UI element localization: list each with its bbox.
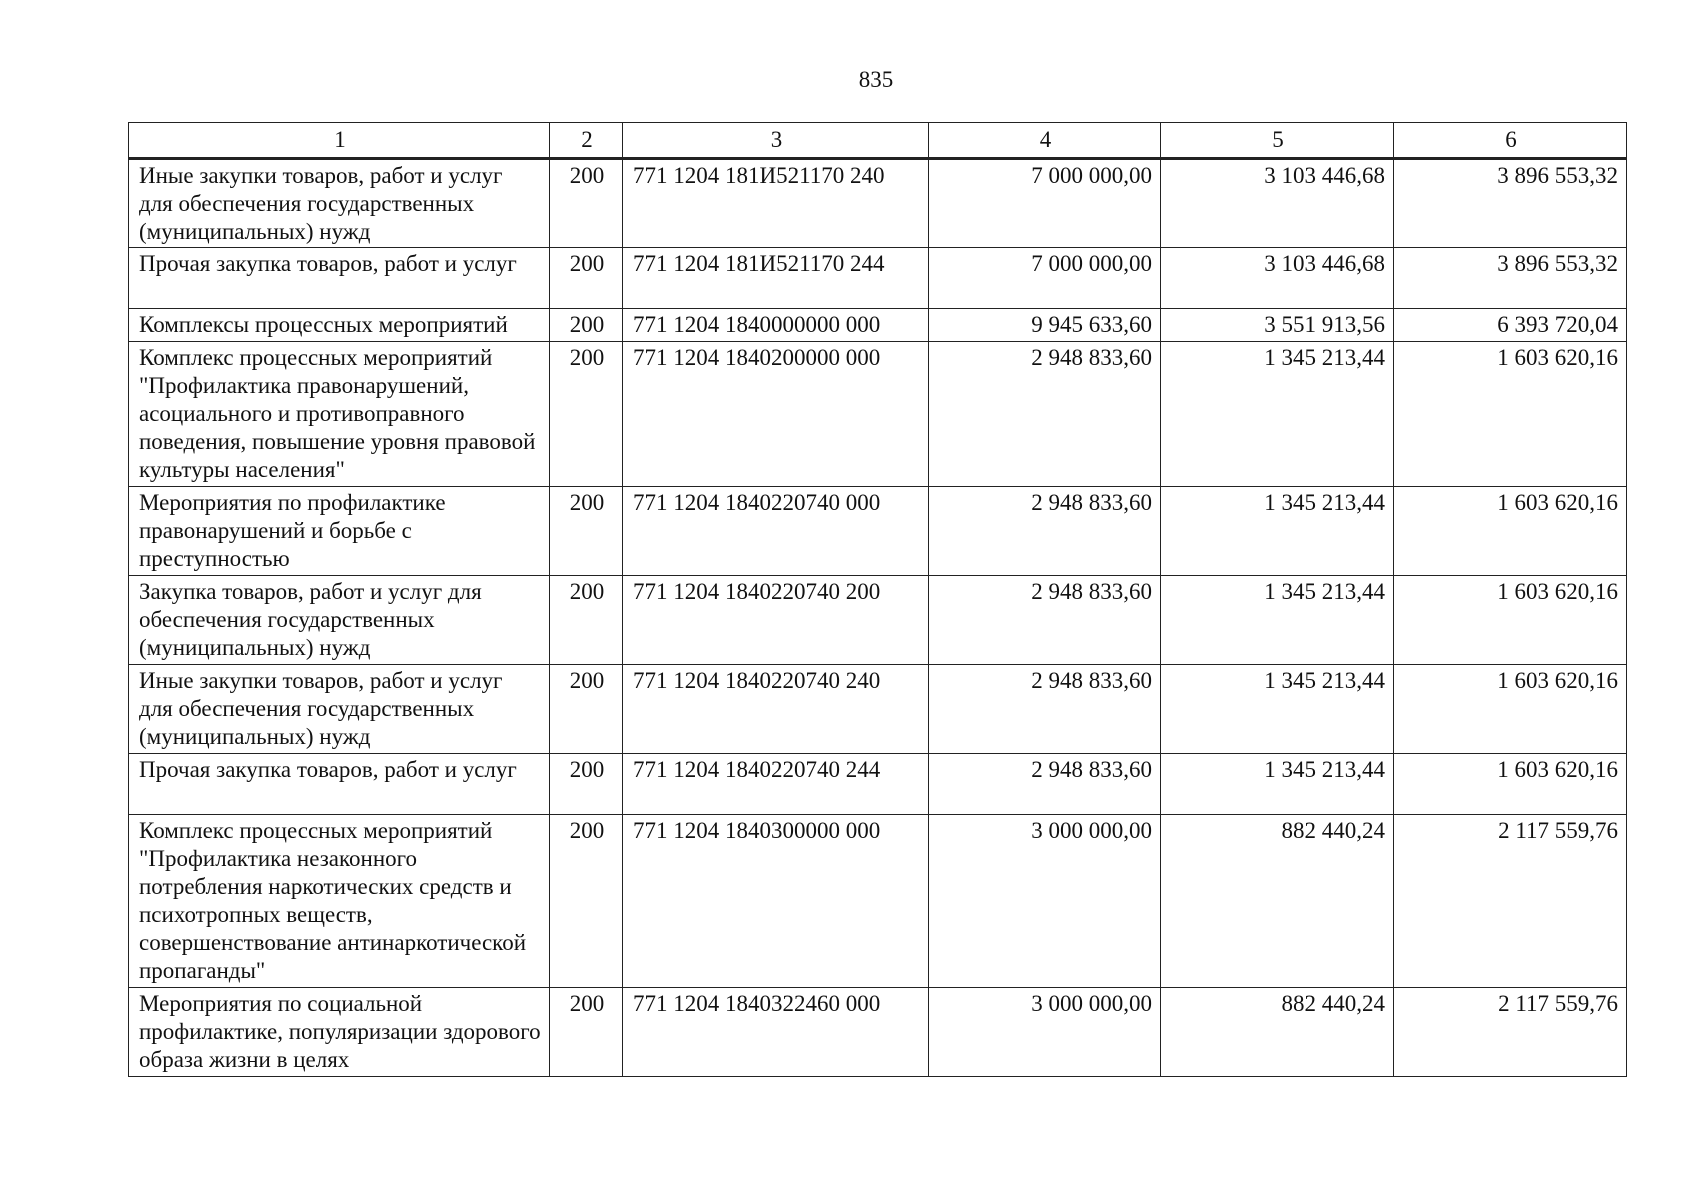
row-group: 200: [550, 487, 623, 576]
row-executed: 1 345 213,44: [1161, 665, 1394, 754]
row-group: 200: [550, 159, 623, 248]
row-remaining: 1 603 620,16: [1394, 665, 1627, 754]
column-header: 1: [129, 123, 550, 159]
row-name: Иные закупки товаров, работ и услуг для обеспечения государственных (муниципальных) нужд: [129, 665, 550, 754]
column-header: 5: [1161, 123, 1394, 159]
row-remaining: 6 393 720,04: [1394, 309, 1627, 342]
table-row: [129, 248, 1627, 309]
row-remaining: 1 603 620,16: [1394, 487, 1627, 576]
row-planned: 7 000 000,00: [929, 159, 1161, 248]
row-name: Комплексы процессных мероприятий: [129, 309, 550, 342]
row-group: 200: [550, 576, 623, 665]
row-executed: 1 345 213,44: [1161, 576, 1394, 665]
row-remaining: 1 603 620,16: [1394, 342, 1627, 487]
row-code: 771 1204 1840220740 000: [623, 487, 929, 576]
row-remaining: 3 896 553,32: [1394, 159, 1627, 248]
table-row: [129, 487, 1627, 576]
row-planned: 3 000 000,00: [929, 815, 1161, 988]
row-name: Комплекс процессных мероприятий "Профилактика правонарушений, асоциального и противоправного поведения, повышение уровня правовой культуры населения": [129, 342, 550, 487]
column-header: 2: [550, 123, 623, 159]
row-remaining: 3 896 553,32: [1394, 248, 1627, 309]
column-header: 4: [929, 123, 1161, 159]
row-planned: 2 948 833,60: [929, 665, 1161, 754]
table-row: [129, 159, 1627, 248]
row-executed: 1 345 213,44: [1161, 342, 1394, 487]
table-row: [129, 342, 1627, 487]
table-row: [129, 309, 1627, 342]
row-group: 200: [550, 342, 623, 487]
row-name: Прочая закупка товаров, работ и услуг: [129, 754, 550, 815]
row-name: Иные закупки товаров, работ и услуг для обеспечения государственных (муниципальных) нужд: [129, 159, 550, 248]
page-number: 835: [858, 67, 894, 92]
row-remaining: 2 117 559,76: [1394, 988, 1627, 1077]
row-executed: 3 103 446,68: [1161, 159, 1394, 248]
row-planned: 2 948 833,60: [929, 487, 1161, 576]
row-name: Мероприятия по профилактике правонарушений и борьбе с преступностью: [129, 487, 550, 576]
table-row: [129, 576, 1627, 665]
table-row: [129, 754, 1627, 815]
row-code: 771 1204 1840322460 000: [623, 988, 929, 1077]
row-name: Комплекс процессных мероприятий "Профилактика незаконного потребления наркотических средств и психотропных веществ, совершенствование антинаркотической пропаганды": [129, 815, 550, 988]
row-code: 771 1204 1840220740 240: [623, 665, 929, 754]
row-planned: 2 948 833,60: [929, 342, 1161, 487]
row-name: Прочая закупка товаров, работ и услуг: [129, 248, 550, 309]
row-group: 200: [550, 248, 623, 309]
column-header: 6: [1394, 123, 1627, 159]
row-code: 771 1204 181И521170 240: [623, 159, 929, 248]
row-code: 771 1204 181И521170 244: [623, 248, 929, 309]
row-code: 771 1204 1840220740 200: [623, 576, 929, 665]
row-group: 200: [550, 988, 623, 1077]
row-remaining: 1 603 620,16: [1394, 754, 1627, 815]
table-row: [129, 815, 1627, 988]
row-planned: 2 948 833,60: [929, 576, 1161, 665]
row-group: 200: [550, 309, 623, 342]
table-row: [129, 665, 1627, 754]
row-code: 771 1204 1840000000 000: [623, 309, 929, 342]
row-code: 771 1204 1840220740 244: [623, 754, 929, 815]
row-executed: 1 345 213,44: [1161, 487, 1394, 576]
row-executed: 3 103 446,68: [1161, 248, 1394, 309]
row-planned: 7 000 000,00: [929, 248, 1161, 309]
budget-table: [128, 122, 1627, 1077]
row-code: 771 1204 1840300000 000: [623, 815, 929, 988]
row-executed: 882 440,24: [1161, 815, 1394, 988]
table-header-row: [129, 123, 1627, 159]
row-name: Закупка товаров, работ и услуг для обеспечения государственных (муниципальных) нужд: [129, 576, 550, 665]
row-executed: 1 345 213,44: [1161, 754, 1394, 815]
row-code: 771 1204 1840200000 000: [623, 342, 929, 487]
row-group: 200: [550, 665, 623, 754]
row-remaining: 2 117 559,76: [1394, 815, 1627, 988]
row-planned: 3 000 000,00: [929, 988, 1161, 1077]
row-executed: 882 440,24: [1161, 988, 1394, 1077]
row-planned: 2 948 833,60: [929, 754, 1161, 815]
table-row: [129, 988, 1627, 1077]
row-group: 200: [550, 815, 623, 988]
row-remaining: 1 603 620,16: [1394, 576, 1627, 665]
row-executed: 3 551 913,56: [1161, 309, 1394, 342]
row-name: Мероприятия по социальной профилактике, популяризации здорового образа жизни в целях: [129, 988, 550, 1077]
row-group: 200: [550, 754, 623, 815]
column-header: 3: [623, 123, 929, 159]
row-planned: 9 945 633,60: [929, 309, 1161, 342]
